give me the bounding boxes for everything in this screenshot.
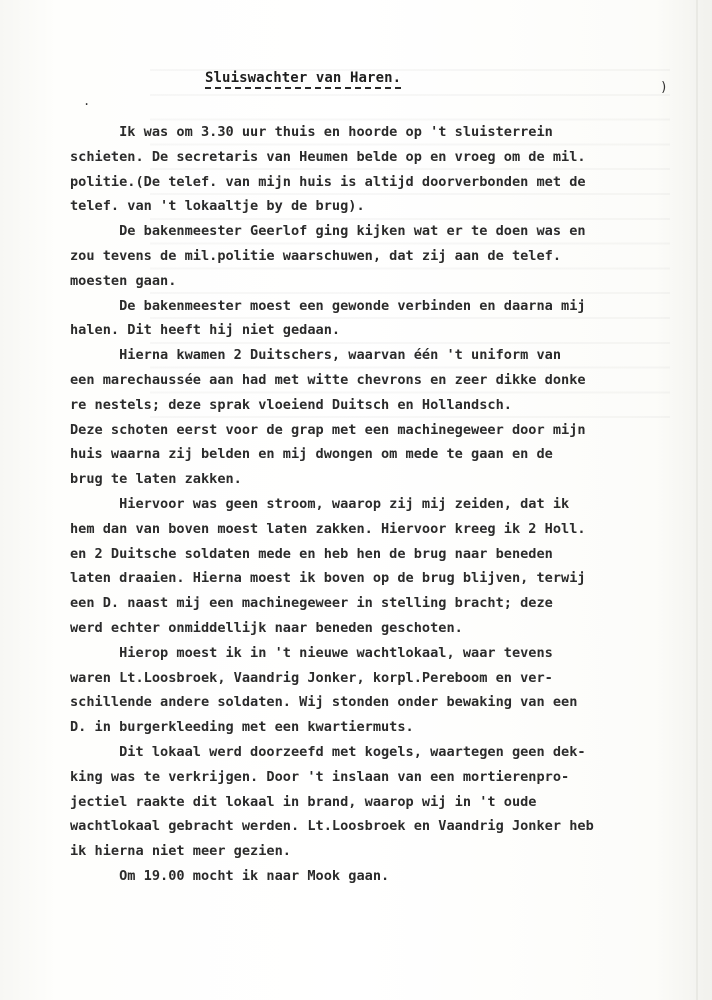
text-line: laten draaien. Hierna moest ik boven op de brug blijven, terwij [70, 570, 586, 587]
text-line: De bakenmeester moest een gewonde verbinden en daarna mij [70, 297, 586, 314]
text-line: ik hierna niet meer gezien. [70, 843, 291, 860]
margin-mark-paren: ) [660, 80, 668, 95]
margin-mark-dot: . [83, 94, 91, 108]
text-line: Om 19.00 mocht ik naar Mook gaan. [70, 867, 390, 884]
text-line: moesten gaan. [70, 272, 177, 289]
document-title: Sluiswachter van Haren. [205, 70, 401, 89]
text-line: zou tevens de mil.politie waarschuwen, dat zij aan de telef. [70, 247, 562, 264]
text-line: De bakenmeester Geerlof ging kijken wat er te doen was en [70, 223, 586, 240]
text-line: Dit lokaal werd doorzeefd met kogels, waartegen geen dek- [70, 743, 586, 760]
text-line: re nestels; deze sprak vloeiend Duitsch en Hollandsch. [70, 396, 512, 413]
text-line: politie.(De telef. van mijn huis is altijd doorverbonden met de [70, 173, 586, 190]
text-line: halen. Dit heeft hij niet gedaan. [70, 322, 341, 339]
text-line: wachtlokaal gebracht werden. Lt.Loosbroek en Vaandrig Jonker heb [70, 818, 594, 835]
text-line: Hierop moest ik in 't nieuwe wachtlokaal, waar tevens [70, 644, 553, 661]
text-line: Deze schoten eerst voor de grap met een machinegeweer door mijn [70, 421, 586, 438]
text-line: jectiel raakte dit lokaal in brand, waarop wij in 't oude [70, 793, 537, 810]
text-line: huis waarna zij belden en mij dwongen om mede te gaan en de [70, 446, 553, 463]
text-line: brug te laten zakken. [70, 471, 242, 488]
text-line: Hiervoor was geen stroom, waarop zij mij zeiden, dat ik [70, 495, 570, 512]
text-line: king was te verkrijgen. Door 't inslaan van een mortierenpro- [70, 768, 570, 785]
text-line: Hierna kwamen 2 Duitschers, waarvan één 't uniform van [70, 347, 562, 364]
text-line: en 2 Duitsche soldaten mede en heb hen de brug naar beneden [70, 545, 553, 562]
page-edge-shadow [696, 0, 698, 1000]
typed-text-body [70, 120, 695, 889]
text-line: werd echter onmiddellijk naar beneden geschoten. [70, 619, 463, 636]
text-line: waren Lt.Loosbroek, Vaandrig Jonker, korpl.Pereboom en ver- [70, 669, 553, 686]
text-line: telef. van 't lokaaltje by de brug). [70, 198, 365, 215]
text-line: Ik was om 3.30 uur thuis en hoorde op 't sluisterrein [70, 124, 553, 140]
text-line: een marechaussée aan had met witte chevrons en zeer dikke donke [70, 371, 586, 388]
text-line: schillende andere soldaten. Wij stonden onder bewaking van een [70, 694, 578, 711]
text-line: een D. naast mij een machinegeweer in stelling bracht; deze [70, 595, 553, 612]
text-line: D. in burgerkleeding met een kwartiermuts. [70, 719, 414, 736]
text-line: hem dan van boven moest laten zakken. Hiervoor kreeg ik 2 Holl. [70, 520, 586, 537]
text-line: schieten. De secretaris van Heumen belde op en vroeg om de mil. [70, 148, 586, 165]
